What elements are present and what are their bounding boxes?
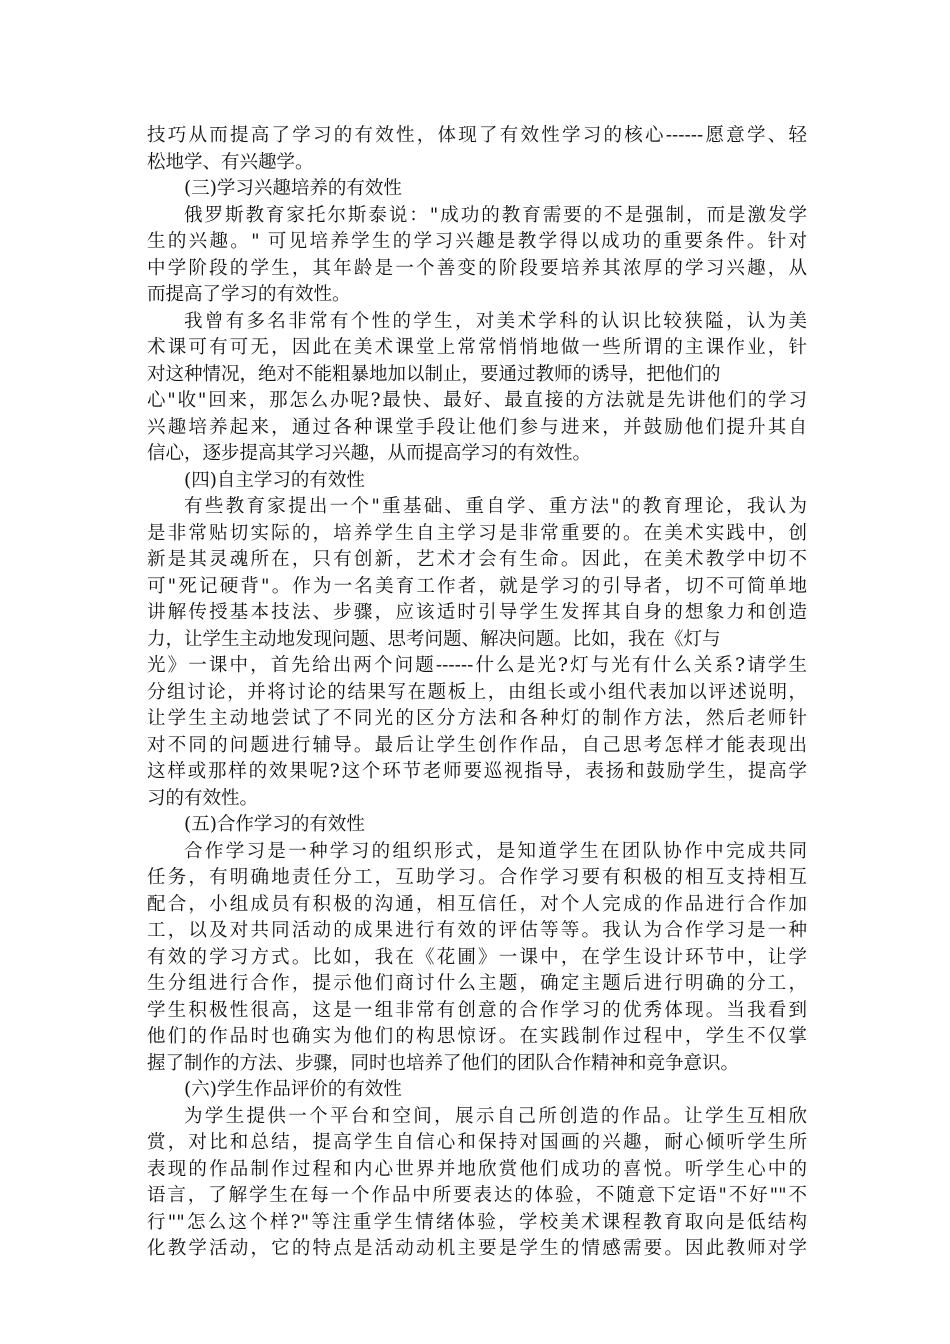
text-line: 配合，小组成员有积极的沟通，相互信任，对个人完成的作品进行合作加: [147, 893, 807, 915]
body-text: [147, 123, 807, 1263]
text-line: 握了制作的方法、步骤，同时也培养了他们的团队合作精神和竞争意识。: [147, 1052, 740, 1074]
text-line: 信心，逐步提高其学习兴趣，从而提高学习的有效性。: [147, 443, 592, 464]
paragraph-first-line: (三)学习兴趣培养的有效性: [184, 178, 402, 199]
text-line: 对不同的问题进行辅导。最后让学生创作作品，自己思考怎样才能表现出: [147, 734, 807, 756]
paragraph-first-line: 有些教育家提出一个"重基础、重自学、重方法"的教育理论，我认为: [184, 496, 807, 517]
text-line: 工，以及对共同活动的成果进行有效的评估等等。我认为合作学习是一种: [147, 920, 807, 941]
text-line: 光》一课中，首先给出两个问题------什么是光?灯与光有什么关系?请学生: [147, 655, 807, 676]
paragraph-first-line: 为学生提供一个平台和空间，展示自己所创造的作品。让学生互相欣: [184, 1105, 807, 1127]
text-line: 他们的作品时也确实为他们的构思惊讶。在实践制作过程中，学生不仅掌: [147, 1026, 807, 1047]
text-line: 任务，有明确地责任分工，互助学习。合作学习要有积极的相互支持相互: [147, 867, 807, 888]
text-line: 可"死记硬背"。作为一名美育工作者，就是学习的引导者，切不可简单地: [147, 575, 807, 597]
text-line: 赏，对比和总结，提高学生自信心和保持对国画的兴趣，耐心倾听学生所: [147, 1132, 807, 1153]
paragraph-first-line: 俄罗斯教育家托尔斯泰说："成功的教育需要的不是强制，而是激发学: [184, 204, 807, 226]
paragraph-first-line: (四)自主学习的有效性: [184, 469, 365, 491]
text-line: 而提高了学习的有效性。: [147, 284, 351, 305]
text-line: 生的兴趣。" 可见培养学生的学习兴趣是教学得以成功的重要条件。针对: [147, 231, 807, 252]
text-line: 兴趣培养起来，通过各种课堂手段让他们参与进来，并鼓励他们提升其自: [147, 416, 807, 438]
text-line: 分组讨论，并将讨论的结果写在题板上，由组长或小组代表加以评述说明，: [147, 681, 807, 703]
text-line: 习的有效性。: [147, 787, 259, 809]
text-line: 学生积极性很高，这是一组非常有创意的合作学习的优秀体现。当我看到: [147, 999, 807, 1021]
paragraph-first-line: 合作学习是一种学习的组织形式，是知道学生在团队协作中完成共同: [184, 840, 807, 862]
text-line: 这样或那样的效果呢?这个环节老师要巡视指导，表扬和鼓励学生，提高学: [147, 761, 807, 782]
text-line: 生分组进行合作，提示他们商讨什么主题，确定主题后进行明确的分工，: [147, 973, 807, 994]
text-line: 化教学活动，它的特点是活动动机主要是学生的情感需要。因此教师对学: [147, 1238, 807, 1259]
text-line: 松地学、有兴趣学。: [147, 151, 314, 173]
text-line: 是非常贴切实际的，培养学生自主学习是非常重要的。在美术实践中，创: [147, 522, 807, 544]
paragraph-first-line: (五)合作学习的有效性: [184, 814, 365, 835]
text-line: 心"收"回来，那怎么办呢?最快、最好、最直接的方法就是先讲他们的学习: [147, 390, 807, 411]
text-line: 对这种情况，绝对不能粗暴地加以制止，要通过教师的诱导，把他们的: [147, 363, 721, 385]
text-line: 技巧从而提高了学习的有效性，体现了有效性学习的核心------愿意学、轻: [147, 125, 807, 146]
text-line: 新是其灵魂所在，只有创新，艺术才会有生命。因此，在美术教学中切不: [147, 549, 807, 570]
paragraph-first-line: 我曾有多名非常有个性的学生，对美术学科的认识比较狭隘，认为美: [184, 310, 807, 332]
text-line: 力，让学生主动地发现问题、思考问题、解决问题。比如，我在《灯与: [147, 628, 721, 650]
text-line: 术课可有可无，因此在美术课堂上常常悄悄地做一些所谓的主课作业，针: [147, 337, 807, 358]
paragraph-first-line: (六)学生作品评价的有效性: [184, 1079, 402, 1100]
text-line: 语言，了解学生在每一个作品中所要表达的体验，不随意下定语"不好""不: [147, 1185, 807, 1206]
text-line: 讲解传授基本技法、步骤，应该适时引导学生发挥其自身的想象力和创造: [147, 602, 807, 623]
text-line: 有效的学习方式。比如，我在《花圃》一课中，在学生设计环节中，让学: [147, 946, 807, 968]
text-line: 中学阶段的学生，其年龄是一个善变的阶段要培养其浓厚的学习兴趣，从: [147, 257, 807, 279]
text-line: 让学生主动地尝试了不同光的区分方法和各种灯的制作方法，然后老师针: [147, 708, 807, 729]
text-line: 行""怎么这个样?"等注重学生情绪体验，学校美术课程教育取向是低结构: [147, 1211, 807, 1233]
text-line: 表现的作品制作过程和内心世界并地欣赏他们成功的喜悦。听学生心中的: [147, 1158, 807, 1180]
